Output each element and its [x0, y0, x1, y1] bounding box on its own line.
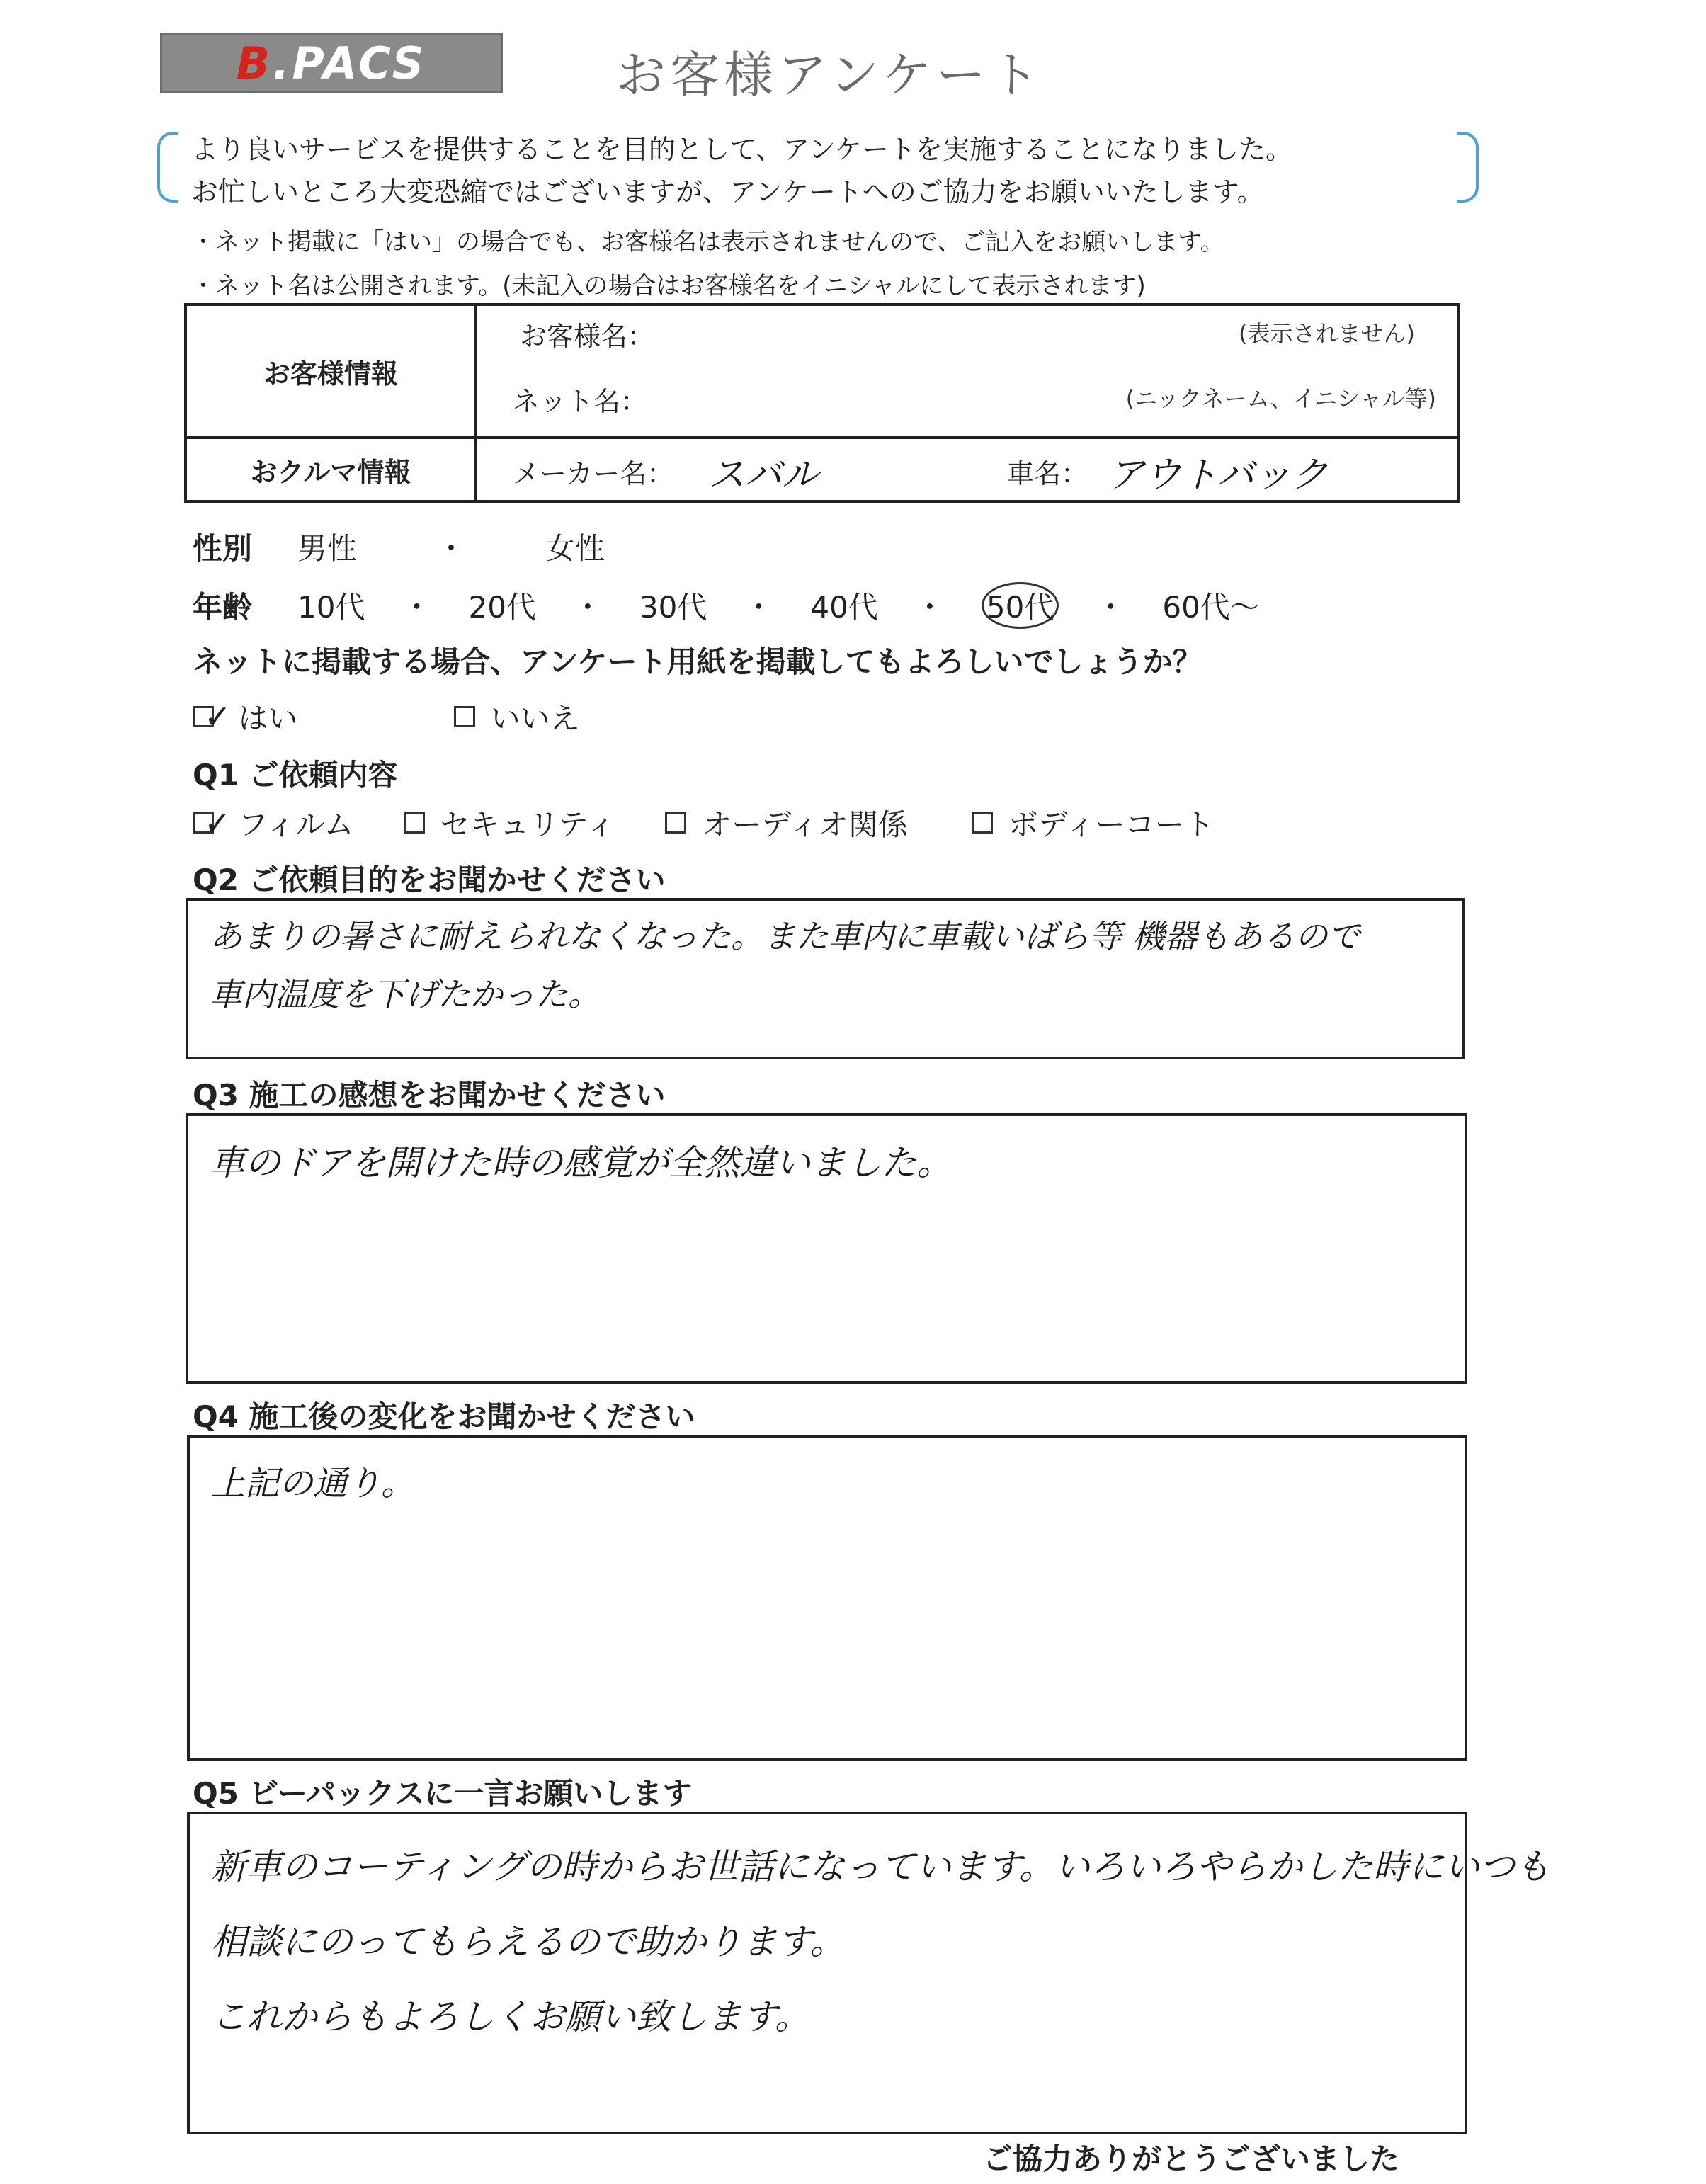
publish-yes-label: はい	[238, 701, 298, 736]
q3-title: Q3 施工の感想をお聞かせください	[193, 1078, 666, 1113]
separator-dot: ・	[402, 590, 432, 625]
age-option-60[interactable]: 60代〜	[1162, 590, 1260, 625]
age-option-50-selected[interactable]: 50代	[982, 582, 1059, 629]
q5-answer-line-1: 新車のコーティングの時からお世話になっています。いろいろやらかした時にいつも	[211, 1846, 1550, 1887]
gender-option-male[interactable]: 男性	[297, 531, 358, 566]
intro-line-1: より良いサービスを提供することを目的として、アンケートを実施することになりました。	[191, 134, 1292, 165]
thanks-message: ご協力ありがとうございました	[983, 2142, 1400, 2176]
car-info-cell	[476, 438, 1459, 501]
publish-no-checkbox[interactable]	[454, 706, 475, 727]
logo-text: B.PACS	[236, 37, 427, 89]
q2-title: Q2 ご依頼目的をお聞かせください	[193, 863, 666, 897]
q1-audio-checkbox[interactable]	[665, 812, 686, 834]
q5-answer-box[interactable]	[187, 1812, 1550, 2134]
customer-info-heading: お客様情報	[186, 305, 476, 438]
q5-title: Q5 ビーパックスに一言お願いします	[193, 1776, 693, 1811]
checkmark-icon: ✓	[204, 804, 232, 842]
customer-name-label: お客様名：	[520, 321, 655, 352]
model-value: アウトバック	[1108, 454, 1328, 496]
separator-dot: ・	[436, 531, 467, 566]
q1-bodycoat-checkbox[interactable]	[972, 812, 993, 834]
maker-label: メーカー名：	[513, 458, 674, 489]
right-bracket-decoration	[1457, 132, 1479, 203]
customer-info-table	[184, 303, 1460, 503]
q1-security-label: セキュリティ	[440, 807, 616, 842]
q2-answer-box[interactable]	[186, 898, 1465, 1059]
logo-b-letter: B	[236, 37, 273, 89]
q1-security-checkbox[interactable]	[404, 812, 425, 834]
q1-film-label: フィルム	[238, 807, 354, 842]
age-option-30[interactable]: 30代	[639, 590, 707, 625]
net-name-label: ネット名：	[513, 386, 648, 417]
car-info-heading: おクルマ情報	[186, 438, 476, 501]
q4-answer-line-1: 上記の通り。	[211, 1464, 416, 1503]
separator-dot: ・	[744, 590, 774, 625]
q3-answer-box[interactable]	[186, 1113, 1467, 1384]
customer-info-cell	[476, 305, 1459, 438]
q3-answer-line-1: 車のドアを開けた時の感覚が全然違いました。	[210, 1142, 952, 1183]
net-name-hint: (ニックネーム、イニシャル等)	[1125, 385, 1436, 412]
note-line-2: ・ネット名は公開されます。(未記入の場合はお客様名をイニシャルにして表示されます)	[191, 272, 1146, 300]
q5-answer-line-3: これからもよろしくお願い致します。	[211, 1996, 810, 2037]
separator-dot: ・	[914, 590, 945, 625]
q4-answer-box[interactable]	[187, 1435, 1467, 1761]
q1-options	[193, 802, 1215, 844]
publish-no-label: いいえ	[490, 701, 580, 736]
q1-bodycoat-label: ボディーコート	[1008, 807, 1215, 842]
publish-options	[193, 695, 580, 738]
q2-answer-line-2: 車内温度を下げたかった。	[210, 975, 601, 1013]
q5-answer-line-2: 相談にのってもらえるので助かります。	[211, 1921, 846, 1962]
gender-row	[193, 525, 605, 568]
maker-value: スバル	[708, 454, 819, 496]
age-option-40[interactable]: 40代	[810, 590, 878, 625]
gender-option-female[interactable]: 女性	[545, 531, 605, 566]
q1-title: Q1 ご依頼内容	[193, 758, 398, 792]
age-row	[193, 582, 1260, 629]
intro-line-2: お忙しいところ大変恐縮ではございますが、アンケートへのご協力をお願いいたします。	[191, 176, 1264, 207]
bpacs-logo	[160, 33, 503, 93]
q4-title: Q4 施工後の変化をお聞かせください	[193, 1399, 695, 1434]
publish-question: ネットに掲載する場合、アンケート用紙を掲載してもよろしいでしょうか？	[193, 644, 1202, 679]
separator-dot: ・	[1096, 590, 1126, 625]
age-label: 年齢	[193, 590, 253, 625]
q1-audio-label: オーディオ関係	[702, 807, 908, 842]
q2-answer-line-1: あまりの暑さに耐えられなくなった。また車内に車載いばら等 機器もあるので	[210, 917, 1360, 955]
customer-name-hint: (表示されません)	[1239, 320, 1415, 347]
page-title: お客様アンケート	[616, 46, 1044, 104]
age-option-10[interactable]: 10代	[297, 590, 365, 625]
gender-label: 性別	[193, 531, 253, 566]
separator-dot: ・	[572, 590, 603, 625]
checkmark-icon: ✓	[204, 698, 232, 736]
age-option-20[interactable]: 20代	[468, 590, 536, 625]
model-label: 車名：	[1007, 458, 1088, 489]
note-line-1: ・ネット掲載に「はい」の場合でも、お客様名は表示されませんので、ご記入をお願いします。	[191, 228, 1224, 256]
left-bracket-decoration	[157, 132, 178, 203]
